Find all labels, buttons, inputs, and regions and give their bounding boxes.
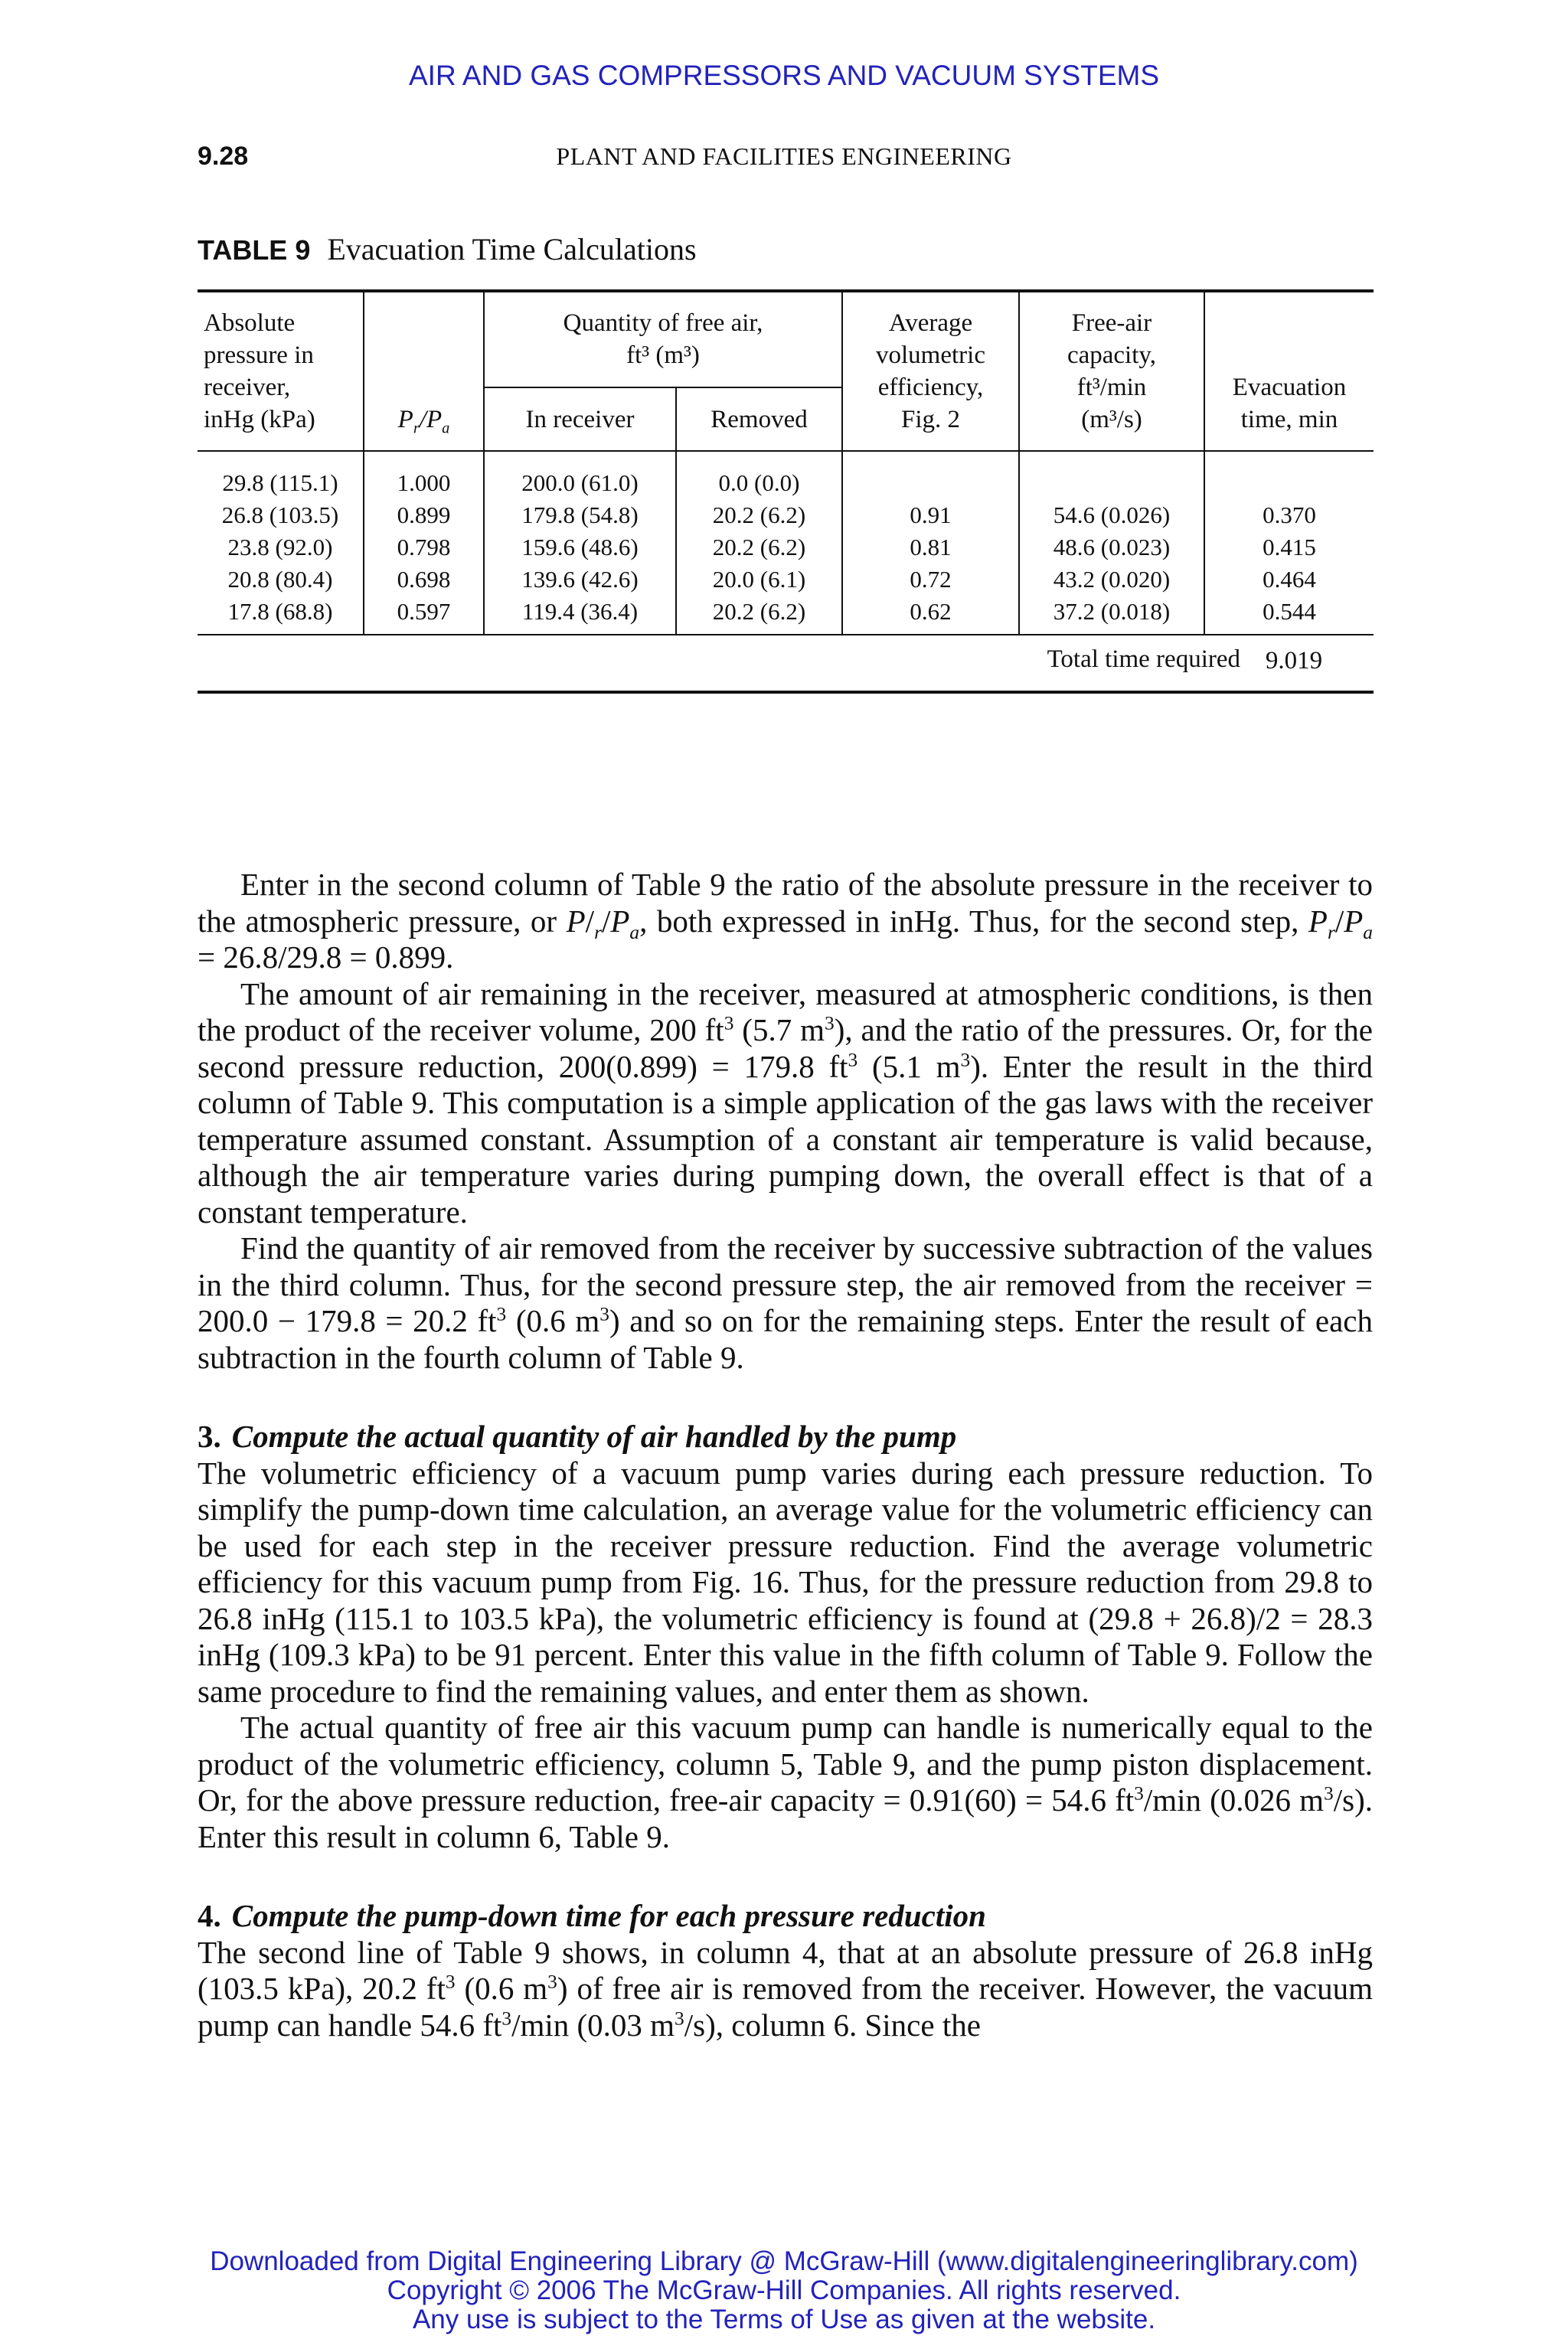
table-label: TABLE 9 bbox=[198, 234, 311, 266]
table-cell: 20.0 (6.1) bbox=[712, 566, 806, 593]
total-value: 9.019 bbox=[1265, 647, 1323, 675]
table-cell: 0.798 bbox=[397, 534, 451, 560]
table-cell: 20.2 (6.2) bbox=[712, 598, 806, 625]
column-removed bbox=[677, 467, 841, 628]
table-cell: 48.6 (0.023) bbox=[1053, 534, 1171, 560]
book-title: PLANT AND FACILITIES ENGINEERING bbox=[556, 142, 1012, 170]
header-ratio: $P_r/P_a$ bbox=[397, 406, 450, 437]
table-cell: 119.4 (36.4) bbox=[521, 598, 639, 625]
table-cell: 20.8 (80.4) bbox=[227, 566, 333, 593]
table-cell: 200.0 (61.0) bbox=[521, 469, 639, 496]
table-cell: 0.62 bbox=[910, 598, 952, 625]
running-head: AIR AND GAS COMPRESSORS AND VACUUM SYSTEMS bbox=[409, 60, 1159, 91]
table-cell: 0.81 bbox=[910, 534, 952, 560]
footer-copyright: Copyright © 2006 The McGraw-Hill Companies. All rights reserved. bbox=[387, 2275, 1181, 2305]
total-label: Total time required bbox=[1047, 645, 1240, 673]
column-capacity bbox=[1020, 499, 1204, 628]
table-cell: 0.464 bbox=[1263, 566, 1316, 593]
header-in-receiver: In receiver bbox=[525, 406, 635, 433]
page-number: 9.28 bbox=[198, 142, 249, 171]
table-cell: 0.544 bbox=[1263, 598, 1316, 625]
header-removed: Removed bbox=[710, 406, 808, 433]
table-cell: 0.370 bbox=[1263, 501, 1316, 528]
table-cell: 20.2 (6.2) bbox=[712, 501, 806, 528]
table-cell: 20.2 (6.2) bbox=[712, 534, 806, 560]
footer bbox=[0, 2247, 1568, 2334]
header-capacity: Free-air capacity, ft³/min (m³/s) bbox=[1067, 309, 1157, 433]
column-efficiency bbox=[843, 499, 1018, 628]
paragraph: Find the quantity of air removed from the receiver by successive subtraction of the values in the third column. Thus, for the second pressure step, the air removed from the receiver = 200.0 − 179.8 = 20.2 $ft^3$ (0.6 $m^3$) and so on for the remaining steps. Enter the result of each subtraction in the fourth column of Table 9. bbox=[198, 1230, 1373, 1375]
table-cell: 17.8 (68.8) bbox=[227, 598, 333, 625]
table-cell: 0.72 bbox=[910, 566, 952, 593]
table-cell: 0.0 (0.0) bbox=[718, 469, 800, 496]
table-cell: 26.8 (103.5) bbox=[221, 501, 339, 528]
column-abs-pressure bbox=[198, 467, 363, 628]
paragraph: The actual quantity of free air this vacuum pump can handle is numerically equal to the product of the volumetric efficiency, column 5, Table 9, and the pump piston displacement. Or, for the above pressure reduction, free-air capacity = 0.91(60) = 54.6 $ft^3/\min$ (0.026 $m^3/s$). Enter this result in column 6, Table 9. bbox=[198, 1710, 1373, 1854]
table-cell: 0.899 bbox=[397, 501, 451, 528]
header-evac-time: Evacuation time, min bbox=[1232, 374, 1347, 433]
table-end-rule bbox=[198, 691, 1374, 694]
table-cell: 23.8 (92.0) bbox=[227, 534, 333, 560]
footer-link[interactable]: Downloaded from Digital Engineering Library @ McGraw-Hill (www.digitalengineeringlibrary.com) bbox=[210, 2246, 1358, 2276]
table-cell: 43.2 (0.020) bbox=[1053, 566, 1171, 593]
table-cell: 29.8 (115.1) bbox=[222, 469, 338, 496]
paragraph: Enter in the second column of Table 9 the ratio of the absolute pressure in the receiver to the atmospheric pressure, or $P/_r/P_a$, both expressed in inHg. Thus, for the second step, $P_r/P_a = 26.8/29.8 = 0.899$. bbox=[198, 867, 1373, 975]
table-cell: 179.8 (54.8) bbox=[521, 501, 639, 528]
header-abs-pressure: Absolute pressure in receiver, inHg (kPa) bbox=[204, 309, 315, 433]
table-cell: 0.415 bbox=[1263, 534, 1316, 560]
table-cell: 159.6 (48.6) bbox=[521, 534, 639, 560]
body-text bbox=[198, 867, 1373, 2043]
table-cell: 1.000 bbox=[397, 469, 451, 496]
paragraph: The volumetric efficiency of a vacuum pump varies during each pressure reduction. To simplify the pump-down time calculation, an average value for the volumetric efficiency can be used for each step in the receiver pressure reduction. Find the average volumetric efficiency for this vacuum pump from Fig. 16. Thus, for the pressure reduction from 29.8 to 26.8 inHg (115.1 to 103.5 kPa), the volumetric efficiency is found at (29.8 + 26.8)/2 = 28.3 inHg (109.3 kPa) to be 91 percent. Enter this value in the fifth column of Table 9. Follow the same procedure to find the remaining values, and enter them as shown. bbox=[198, 1455, 1373, 1709]
paragraph: The second line of Table 9 shows, in column 4, that at an absolute pressure of 26.8 inHg (103.5 kPa), 20.2 $ft^3$ (0.6 $m^3$) of free air is removed from the receiver. However, the vacuum pump can handle 54.6 $ft^3/\min$ (0.03 $m^3/s$), column 6. Since the bbox=[198, 1934, 1373, 2043]
table-caption bbox=[198, 231, 697, 267]
header-bottom-rule bbox=[198, 450, 1374, 452]
paragraph: The amount of air remaining in the receiver, measured at atmospheric conditions, is then the product of the receiver volume, 200 $ft^3$ (5.7 $m^3$), and the ratio of the pressures. Or, for the second pressure reduction, 200(0.899) = 179.8 $ft^3$ (5.1 $m^3$). Enter the result in the third column of Table 9. This computation is a simple application of the gas laws with the receiver temperature assumed constant. Assumption of a constant air temperature is valid because, although the air temperature varies during pumping down, the overall effect is that of a constant temperature. bbox=[198, 975, 1374, 1230]
table-top-rule bbox=[198, 289, 1374, 292]
table-title: Evacuation Time Calculations bbox=[327, 232, 697, 266]
section-heading: 3. Compute the actual quantity of air handled by the pump bbox=[198, 1419, 957, 1454]
header-group-rule bbox=[484, 387, 842, 388]
table-cell: 139.6 (42.6) bbox=[521, 566, 639, 593]
footer-terms: Any use is subject to the Terms of Use as given at the website. bbox=[412, 2305, 1156, 2334]
table-cell: 0.698 bbox=[397, 566, 451, 593]
table-cell: 0.91 bbox=[910, 501, 952, 528]
column-evac-time bbox=[1205, 499, 1374, 628]
table-cell: 0.597 bbox=[397, 598, 451, 625]
column-in-receiver bbox=[485, 467, 675, 628]
header-efficiency: Average volumetric efficiency, Fig. 2 bbox=[876, 309, 985, 433]
table-cell: 54.6 (0.026) bbox=[1053, 501, 1171, 528]
column-ratio bbox=[364, 467, 483, 628]
section-heading: 4. Compute the pump-down time for each pressure reduction bbox=[198, 1898, 986, 1933]
table-cell: 37.2 (0.018) bbox=[1053, 598, 1171, 625]
header-quantity-group: Quantity of free air, ft³ (m³) bbox=[563, 309, 763, 369]
table-bottom-rule bbox=[198, 634, 1374, 635]
